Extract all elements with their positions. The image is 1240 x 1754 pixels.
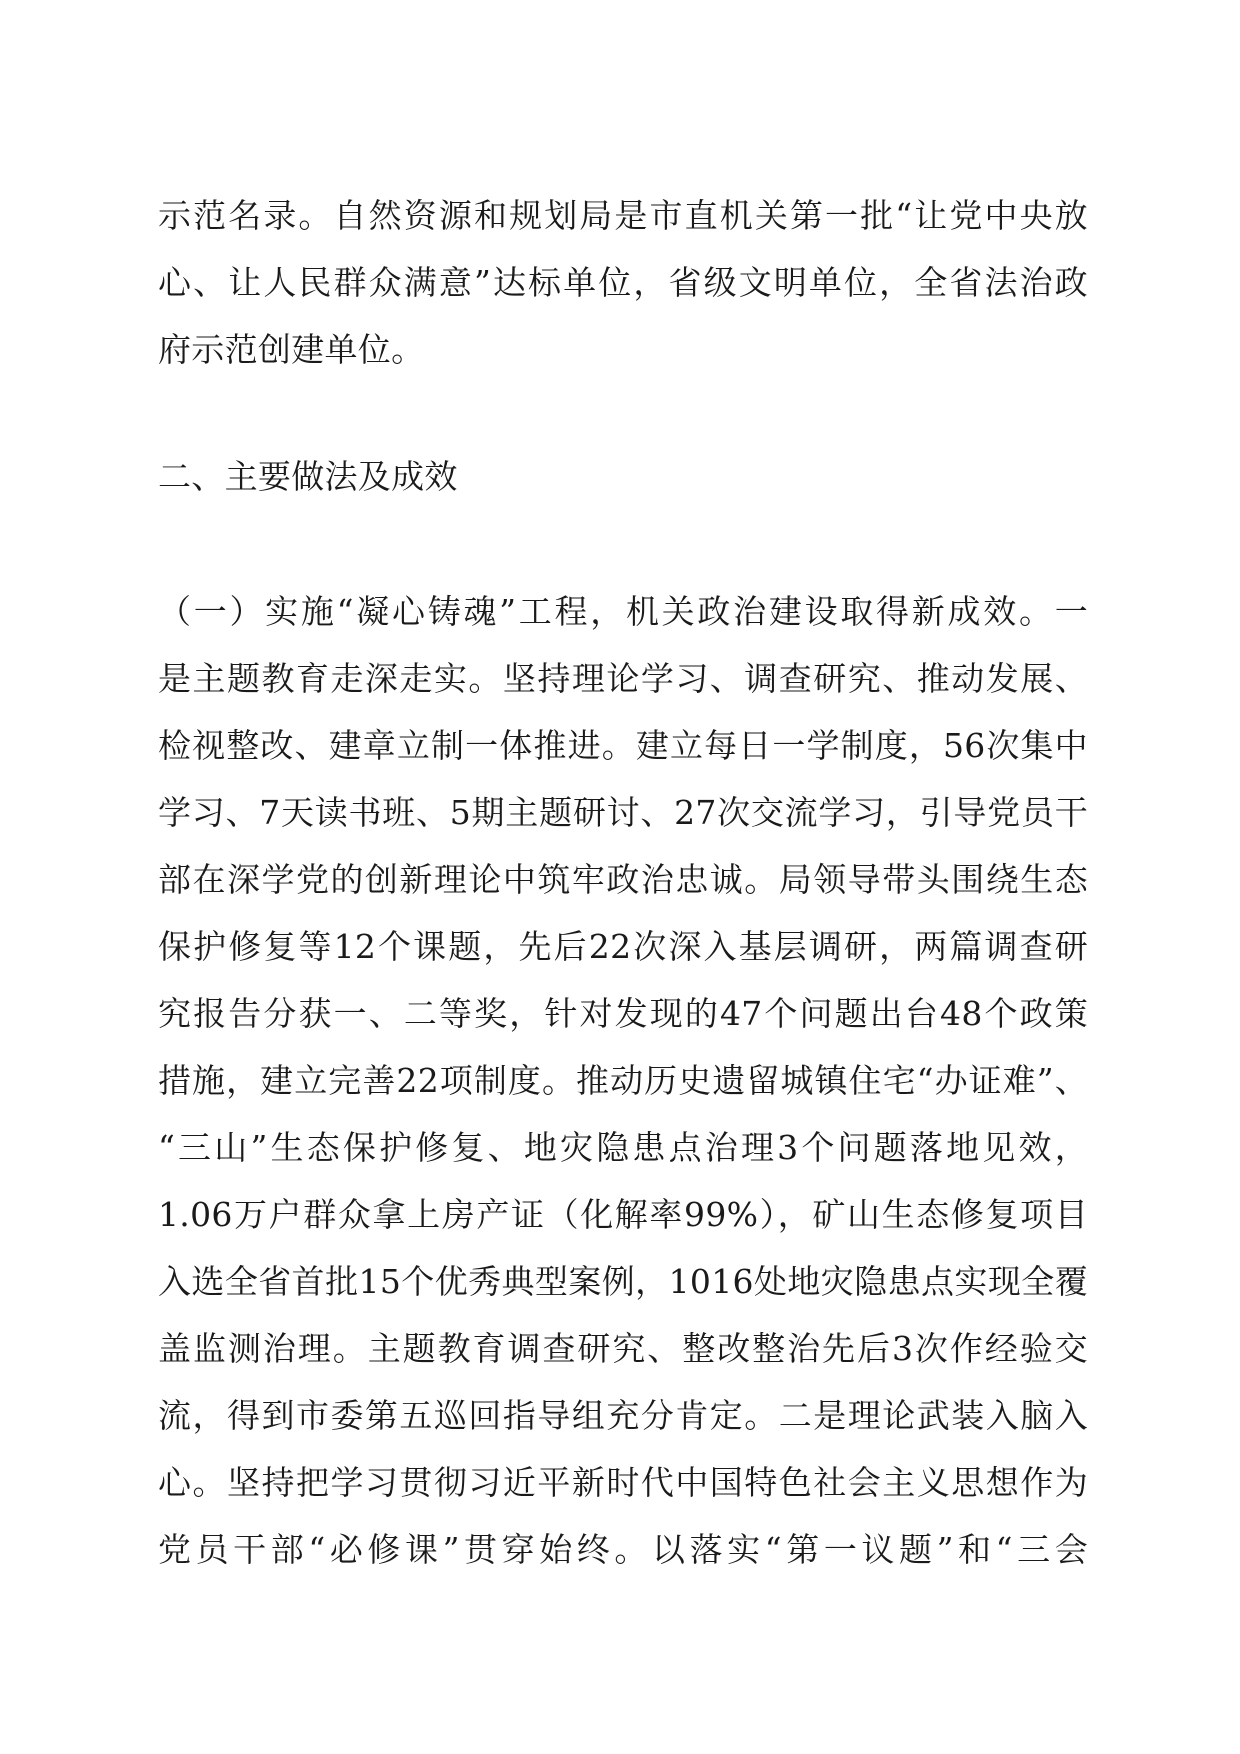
text-line: 1.06万户群众拿上房产证（化解率99%），矿山生态修复项目 — [158, 1195, 1088, 1234]
text-line: 是主题教育走深走实。坚持理论学习、调查研究、推动发展、 — [158, 659, 1088, 698]
text-line: 府示范创建单位。 — [158, 330, 425, 369]
text-line: 学习、7天读书班、5期主题研讨、27次交流学习，引导党员干 — [158, 793, 1088, 832]
text-line: 盖监测治理。主题教育调查研究、整改整治先后3次作经验交 — [158, 1329, 1088, 1368]
text-line: 部在深学党的创新理论中筑牢政治忠诚。局领导带头围绕生态 — [158, 860, 1088, 899]
text-line: 措施，建立完善22项制度。推动历史遗留城镇住宅“办证难”、 — [158, 1061, 1088, 1100]
section-heading-text: 二、主要做法及成效 — [158, 457, 458, 496]
text-line: 心。坚持把学习贯彻习近平新时代中国特色社会主义思想作为 — [158, 1463, 1088, 1502]
text-line: “三山”生态保护修复、地灾隐患点治理3个问题落地见效， — [158, 1128, 1088, 1167]
text-line: 心、让人民群众满意”达标单位，省级文明单位，全省法治政 — [158, 263, 1088, 302]
text-line: 入选全省首批15个优秀典型案例，1016处地灾隐患点实现全覆 — [158, 1262, 1088, 1301]
text-line: 流，得到市委第五巡回指导组充分肯定。二是理论武装入脑入 — [158, 1396, 1088, 1435]
paragraph-political-construction — [158, 578, 1088, 1583]
text-line: （一）实施“凝心铸魂”工程，机关政治建设取得新成效。一 — [158, 592, 1088, 631]
text-line: 保护修复等12个课题，先后22次深入基层调研，两篇调查研 — [158, 927, 1088, 966]
section-heading — [158, 443, 1088, 510]
paragraph-intro-continuation — [158, 182, 1088, 383]
text-line: 示范名录。自然资源和规划局是市直机关第一批“让党中央放 — [158, 196, 1088, 235]
text-line: 检视整改、建章立制一体推进。建立每日一学制度，56次集中 — [158, 726, 1088, 765]
text-line: 究报告分获一、二等奖，针对发现的47个问题出台48个政策 — [158, 994, 1088, 1033]
text-line: 党员干部“必修课”贯穿始终。以落实“第一议题”和“三会 — [158, 1530, 1088, 1569]
